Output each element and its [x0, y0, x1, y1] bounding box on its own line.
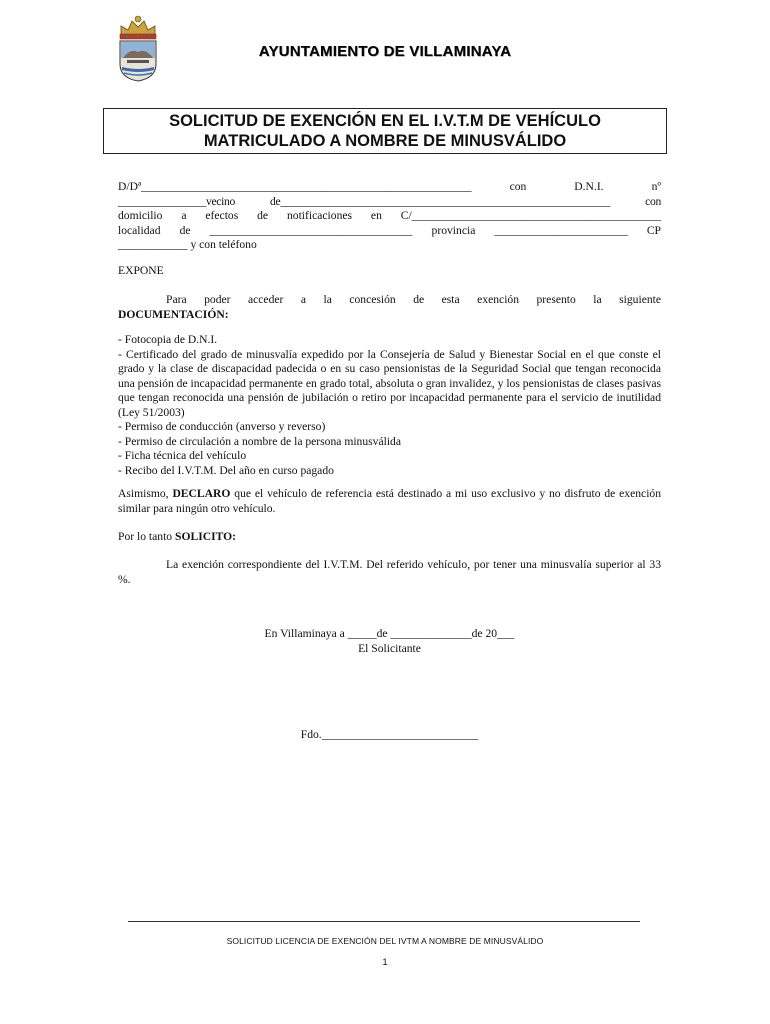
expone-heading: EXPONE [118, 264, 164, 277]
declaration-prefix: Asimismo, [118, 487, 173, 500]
list-item: - Ficha técnica del vehículo [118, 449, 247, 462]
dni-label: D.N.I. [574, 180, 604, 193]
phone-field[interactable]: ____________ y con teléfono [118, 238, 257, 251]
declaration-text: que el vehículo de referencia está destinado a mi uso exclusivo y no disfruto de exención similar para ningún otro vehículo. [118, 487, 662, 515]
request-heading [118, 530, 661, 545]
list-item: - Certificado del grado de minusvalía expedido por la Consejería de Salud y Bienestar Social en el que conste el grado y la clase de discapacidad padecida o en su caso pensionistas de la Seguridad Social que tengan reconocida una pensión de incapacidad permanente en grado total, absoluta o gran invalidez, y los pensionistas de clases pasivas que tengan reconocida una pensión de jubilación o retiro por incapacidad permanente para el servicio de inutilidad (Ley 51/2003) [118, 347, 661, 419]
request-prefix: Por lo tanto [118, 530, 176, 543]
list-item: - Fotocopia de D.N.I. [118, 333, 218, 346]
documents-list [118, 333, 661, 478]
expone-intro-text: Para poder acceder a la concesión de esta exención presento la siguiente [166, 293, 661, 306]
applicant-block [118, 180, 661, 253]
number-label: nº [651, 180, 661, 193]
page-number: 1 [382, 957, 388, 968]
applicant-row-1 [118, 180, 661, 195]
footer-divider [128, 921, 640, 922]
locality-field[interactable]: localidad de ___________________________________ provincia _______________________ CP [118, 223, 661, 237]
municipality-name: AYUNTAMIENTO DE VILLAMINAYA [258, 43, 512, 60]
applicant-label: El Solicitante [358, 642, 421, 655]
document-title [103, 108, 667, 154]
declaration-paragraph [118, 487, 661, 516]
expone-intro [118, 293, 661, 322]
title-line-1: SOLICITUD DE EXENCIÓN EN EL I.V.T.M DE VEHÍCULO [169, 112, 601, 130]
list-item: - Permiso de conducción (anverso y reverso) [118, 420, 326, 433]
title-line-2: MATRICULADO A NOMBRE DE MINUSVÁLIDO [203, 132, 567, 150]
name-field[interactable]: D/Dª_________________________________________________________ [118, 180, 472, 193]
request-text: La exención correspondiente del I.V.T.M. Del referido vehículo, por tener una minusvalía superior al 33 %. [118, 558, 661, 586]
documentation-label [118, 308, 661, 323]
address-field[interactable]: domicilio a efectos de notificaciones en C/___________________________________________ [118, 209, 661, 222]
list-item: - Recibo del I.V.T.M. Del año en curso pagado [118, 463, 334, 477]
footer-text: SOLICITUD LICENCIA DE EXENCIÓN DEL IVTM A NOMBRE DE MINUSVÁLIDO [226, 936, 544, 946]
con-label: con [509, 180, 527, 193]
list-item: - Permiso de circulación a nombre de la persona minusválida [118, 434, 401, 448]
signature-line[interactable]: Fdo.___________________________ [300, 728, 479, 741]
documentation-bold: DOCUMENTACIÓN: [118, 307, 229, 321]
place-date-line[interactable]: En Villaminaya a _____de ______________de 20___ [264, 627, 515, 640]
request-bold: SOLICITO: [175, 530, 237, 543]
residence-field[interactable]: ________________vecino de____________________________________________________________ con [118, 194, 661, 208]
declaration-bold: DECLARO [172, 487, 231, 500]
